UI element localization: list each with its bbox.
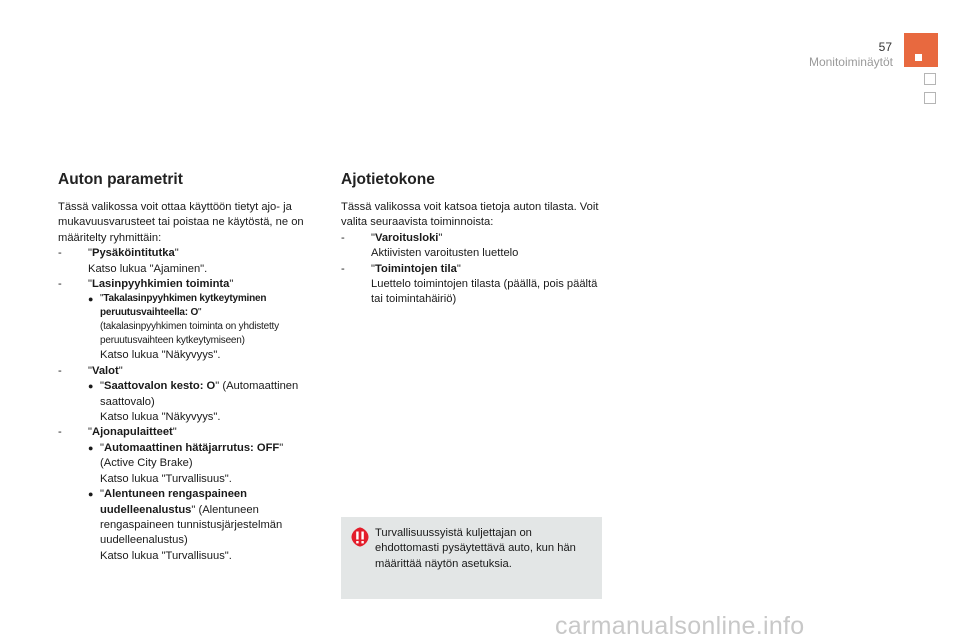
item-desc: Aktiivisten varoitusten luettelo <box>371 247 519 260</box>
sub-item: ● "Alentuneen rengaspaineen uudelleenalustus" (Alentuneen rengaspaineen tunnistusjärjestelmän uudelleenalustus) Katso lukua "Turvallisuus". <box>88 487 320 564</box>
item-name: Varoitusloki <box>374 231 439 244</box>
sub-item-desc: (takalasinpyyhkimen toiminta on yhdistetty peruutusvaihteen kytkeytymiseen) <box>100 321 279 347</box>
item-name: Lasinpyyhkimien toiminta <box>91 278 230 291</box>
bullet-icon: ● <box>88 381 94 392</box>
nav-box-2 <box>924 92 936 104</box>
item-reference: Katso lukua "Turvallisuus". <box>100 549 232 562</box>
chapter-tab <box>904 33 938 67</box>
bullet-icon: ● <box>88 489 94 500</box>
item-reference: Katso lukua "Näkyvyys". <box>100 349 221 362</box>
trip-computer-section <box>341 170 603 308</box>
item-reference: Katso lukua "Turvallisuus". <box>100 472 232 485</box>
sub-item-name: Alentuneen rengaspaineen uudelleenalustus <box>100 488 247 516</box>
safety-warning-box <box>341 517 602 599</box>
bullet-icon: ● <box>88 442 94 453</box>
list-item: - "Pysäköintitutka" Katso lukua "Ajaminen". <box>58 247 208 275</box>
tab-marker-icon <box>915 54 922 61</box>
list-item: - "Varoitusloki" Aktiivisten varoitusten luettelo <box>341 231 519 260</box>
chapter-title: Monitoiminäytöt <box>808 55 893 69</box>
item-name: Toimintojen tila <box>374 262 457 275</box>
item-reference: Katso lukua "Näkyvyys". <box>100 411 221 424</box>
item-name: Valot <box>91 364 119 377</box>
sub-item-desc: (Active City Brake) <box>100 457 193 470</box>
warning-icon <box>349 526 371 548</box>
sub-item-desc: (Alentuneen rengaspaineen tunnistusjärjestelmän uudelleenalustus) <box>100 503 283 547</box>
nav-box-1 <box>924 73 936 85</box>
list-item: - "Lasinpyyhkimien toiminta" ● "Takalasinpyyhkimen kytkeytyminen peruutusvaihteella: O" (takalasinpyyhkimen toiminta on yhdistetty peruutusvaihteen kytkeytymiseen) Katso lukua "Näkyvyys". <box>58 277 320 364</box>
warning-text: Turvallisuussyistä kuljettajan on ehdottomasti pysäytettävä auto, kun hän määrittää näytön asetuksia. <box>375 527 576 570</box>
sub-item: ● "Takalasinpyyhkimen kytkeytyminen peruutusvaihteella: O" (takalasinpyyhkimen toiminta on yhdistetty peruutusvaihteen kytkeytymiseen) Katso lukua "Näkyvyys". <box>88 292 320 363</box>
sub-item: ● "Automaattinen hätäjarrutus: OFF" (Active City Brake) Katso lukua "Turvallisuus". <box>88 441 320 487</box>
item-reference: Katso lukua "Ajaminen". <box>88 262 208 275</box>
sub-item-name: Automaattinen hätäjarrutus: OFF <box>103 441 280 454</box>
sub-item: ● "Saattovalon kesto: O" (Automaattinen saattovalo) Katso lukua "Näkyvyys". <box>88 379 320 425</box>
sub-item-name: Saattovalon kesto: O <box>103 380 216 393</box>
section-heading: Auton parametrit <box>58 171 183 188</box>
item-desc: Luettelo toimintojen tilasta (päällä, pois päältä tai toimintahäiriö) <box>371 278 598 306</box>
vehicle-settings-section <box>58 170 320 564</box>
list-item: - "Valot" ● "Saattovalon kesto: O" (Automaattinen saattovalo) Katso lukua "Näkyvyys". <box>58 364 320 426</box>
item-name: Pysäköintitutka <box>91 247 175 260</box>
intro-text: Tässä valikossa voit ottaa käyttöön tietyt ajo- ja mukavuusvarusteet tai poistaa ne käytöstä, ne on määritelty ryhmittäin: <box>58 201 304 244</box>
sub-item-desc: (Automaattinen saattovalo) <box>100 380 299 408</box>
item-name: Ajonapulaitteet <box>91 426 173 439</box>
page-number: 57 <box>878 40 892 54</box>
sub-item-name: Takalasinpyyhkimen kytkeytyminen peruutusvaihteella: O <box>100 293 267 319</box>
intro-text: Tässä valikossa voit katsoa tietoja auton tilasta. Voit valita seuraavista toiminnoista: <box>341 201 599 229</box>
watermark: carmanualsonline.info <box>555 612 805 640</box>
list-item: - "Ajonapulaitteet" ● "Automaattinen hätäjarrutus: OFF" (Active City Brake) Katso lukua "Turvallisuus". ● "Alentuneen rengaspaineen uudelleenalustus" (Alentuneen rengaspaineen tunnistusjärjestelmän uudelleenalustus) Katso lukua "Turvallisuus". <box>58 425 320 564</box>
bullet-icon: ● <box>88 294 94 305</box>
section-heading: Ajotietokone <box>341 171 435 188</box>
list-item: - "Toimintojen tila" Luettelo toimintojen tilasta (päällä, pois päältä tai toimintahäiriö) <box>341 262 598 306</box>
